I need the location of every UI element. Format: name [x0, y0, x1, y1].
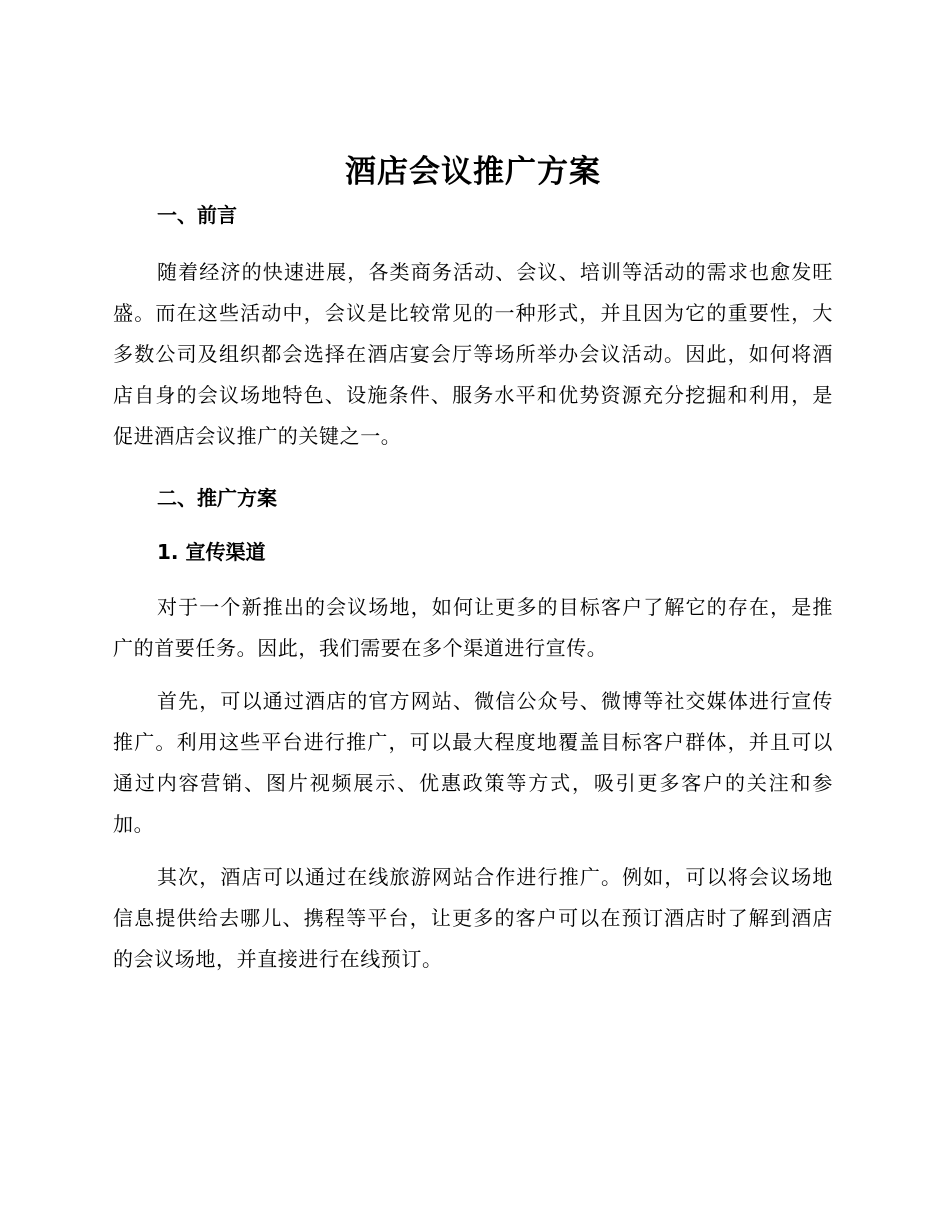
document-title: 酒店会议推广方案 [345, 154, 601, 190]
section-heading-plan: 二、推广方案 [157, 486, 277, 510]
paragraph-social-media: 首先，可以通过酒店的官方网站、微信公众号、微博等社交媒体进行宣传推广。利用这些平台进行推广，可以最大程度地覆盖目标客户群体，并且可以通过内容营销、图片视频展示、优惠政策等方式，吸引更多客户的关注和参加。 [113, 689, 833, 836]
document-body [113, 150, 833, 992]
subsection-heading-channels: 1. 宣传渠道 [157, 540, 266, 564]
paragraph-preface: 随着经济的快速进展，各类商务活动、会议、培训等活动的需求也愈发旺盛。而在这些活动中，会议是比较常见的一种形式，并且因为它的重要性，大多数公司及组织都会选择在酒店宴会厅等场所举办会议活动。因此，如何将酒店自身的会议场地特色、设施条件、服务水平和优势资源充分挖掘和利用，是促进酒店会议推广的关键之一。 [113, 260, 833, 448]
paragraph-online-travel: 其次，酒店可以通过在线旅游网站合作进行推广。例如，可以将会议场地信息提供给去哪儿、携程等平台，让更多的客户可以在预订酒店时了解到酒店的会议场地，并直接进行在线预订。 [113, 865, 833, 971]
paragraph-channels-intro: 对于一个新推出的会议场地，如何让更多的目标客户了解它的存在，是推广的首要任务。因此，我们需要在多个渠道进行宣传。 [113, 595, 833, 660]
section-heading-preface: 一、前言 [157, 203, 237, 227]
